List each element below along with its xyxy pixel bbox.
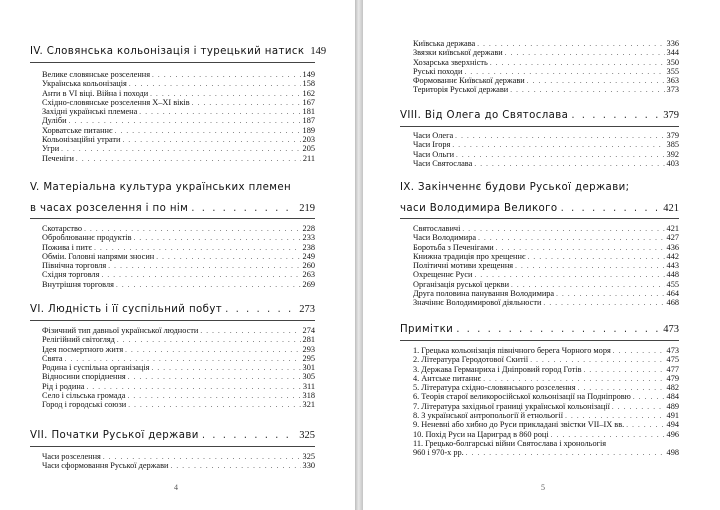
entries-vi <box>42 326 315 410</box>
toc-entry[interactable] <box>42 461 315 470</box>
entry-page: 455 <box>666 279 679 289</box>
dot-leader <box>561 203 661 214</box>
entry-page: 238 <box>302 242 315 252</box>
toc-entry[interactable] <box>413 48 679 57</box>
toc-entry[interactable] <box>42 270 315 279</box>
dot-leader <box>128 401 300 410</box>
entry-page: 373 <box>666 85 679 95</box>
toc-entry[interactable] <box>413 448 679 457</box>
toc-entry[interactable] <box>413 150 679 159</box>
chapter-page: 149 <box>310 46 327 57</box>
page-number: 4 <box>174 483 178 492</box>
entry-title: Часи Олега <box>413 131 454 140</box>
entry-page: 482 <box>666 383 679 393</box>
heading-rule <box>30 446 315 447</box>
entry-title: Часи Ігоря <box>413 140 451 150</box>
toc-entry[interactable] <box>42 326 315 335</box>
dot-leader <box>129 80 301 89</box>
toc-entry[interactable] <box>42 280 315 289</box>
entry-page: 464 <box>666 289 679 299</box>
toc-entry[interactable] <box>42 89 315 98</box>
entries-notes <box>413 346 679 458</box>
entry-title: Оброблюваннє продуктів <box>42 233 132 243</box>
chapter-heading-ix-line2[interactable] <box>400 203 679 214</box>
entry-page: 263 <box>302 270 315 280</box>
entry-page: 233 <box>302 233 315 243</box>
toc-entry[interactable] <box>42 400 315 409</box>
entry-title: Часи Ольги <box>413 149 455 159</box>
entry-page: 498 <box>666 448 679 458</box>
dot-leader <box>452 141 664 150</box>
entry-title: 7. Література західньої границі української кольонізації <box>413 401 610 411</box>
heading-rule <box>400 218 679 219</box>
entry-page: 318 <box>302 391 315 401</box>
toc-entry[interactable] <box>413 280 679 289</box>
entry-title: 8. З української антропольогії й етнольогії <box>413 411 564 421</box>
toc-entry[interactable] <box>42 144 315 153</box>
entry-title: 6. Теорія старої великоросійської кольонізації на Подніпровю <box>413 392 631 402</box>
entry-page: 330 <box>302 461 315 471</box>
entry-title: Родина і суспільна організація <box>42 363 150 373</box>
dot-leader <box>510 86 664 95</box>
dot-leader <box>108 262 300 271</box>
toc-entry[interactable] <box>413 289 679 298</box>
entry-page: 301 <box>302 363 315 373</box>
dot-leader <box>202 430 296 441</box>
entry-title: Боротьба з Печенігами <box>413 242 494 252</box>
dot-leader <box>128 373 301 382</box>
toc-entry[interactable] <box>413 39 679 48</box>
entry-page: 167 <box>302 97 315 107</box>
entry-page: 249 <box>302 251 315 261</box>
dot-leader <box>584 366 665 375</box>
toc-entry[interactable] <box>413 392 679 401</box>
toc-entry[interactable] <box>413 374 679 383</box>
entry-page: 189 <box>302 125 315 135</box>
entry-page: 205 <box>302 144 315 154</box>
entry-page: 442 <box>666 251 679 261</box>
chapter-title: VI. Людність і її суспільний побут <box>30 304 223 315</box>
dot-leader <box>556 290 664 299</box>
chapter-page: 273 <box>299 304 315 315</box>
toc-entry[interactable] <box>413 420 679 429</box>
book-gutter <box>355 0 363 510</box>
entry-page: 491 <box>666 411 679 421</box>
dot-leader <box>116 281 301 290</box>
entry-title: Східня торговля <box>42 270 100 280</box>
dot-leader <box>456 324 660 335</box>
entry-page: 363 <box>666 76 679 86</box>
entry-title: Звязки київської держави <box>413 48 503 58</box>
entry-title: Велике словянське розселення <box>42 70 151 79</box>
toc-entry[interactable] <box>413 298 679 307</box>
toc-entry[interactable] <box>42 452 315 461</box>
entry-title: Рід і родина <box>42 381 85 391</box>
chapter-heading-v[interactable] <box>30 182 315 193</box>
dot-leader <box>117 336 301 345</box>
entry-page: 325 <box>302 452 315 461</box>
chapter-heading-vi[interactable] <box>30 304 315 315</box>
dot-leader <box>466 449 665 458</box>
toc-entry[interactable] <box>42 233 315 242</box>
dot-leader <box>200 327 300 336</box>
entry-page: 436 <box>666 242 679 252</box>
entry-page: 477 <box>666 364 679 374</box>
entry-page: 475 <box>666 355 679 365</box>
entry-page: 421 <box>666 224 679 233</box>
entry-title: Організація руської церкви <box>413 279 510 289</box>
entries-v <box>42 224 315 289</box>
entry-title: 960 і 970-х рр. <box>413 448 464 458</box>
toc-entry[interactable] <box>413 159 679 168</box>
toc-entry[interactable] <box>413 355 679 364</box>
entry-page: 355 <box>666 66 679 76</box>
dot-leader <box>455 132 664 141</box>
entry-title: Часи розселення <box>42 452 101 461</box>
toc-entry[interactable] <box>42 98 315 107</box>
entry-page: 484 <box>666 392 679 402</box>
entry-title: Село і сільська громада <box>42 391 126 401</box>
entries-vii <box>42 452 315 471</box>
left-page <box>0 0 355 510</box>
entry-page: 473 <box>666 346 679 355</box>
toc-entry[interactable] <box>42 252 315 261</box>
dot-leader <box>76 155 301 164</box>
entries-ix <box>413 224 679 308</box>
entry-title: Город і городські союзи <box>42 400 127 410</box>
dot-leader <box>490 59 665 68</box>
entry-page: 187 <box>302 116 315 126</box>
entry-page: 427 <box>666 233 679 243</box>
chapter-title: Примітки <box>400 324 454 335</box>
toc-entry[interactable] <box>42 224 315 233</box>
entry-title: Друга половина панування Володимира <box>413 289 555 299</box>
entry-page: 443 <box>666 261 679 271</box>
toc-entry[interactable] <box>42 372 315 381</box>
toc-entry[interactable] <box>42 154 315 163</box>
entry-page: 260 <box>302 261 315 271</box>
entry-title: 1. Грецька кольонізація північного берега Чорного моря <box>413 346 611 355</box>
entry-title: 9. Неневні або хибно до Руси прикладані звістки VII–IX вв. <box>413 420 625 430</box>
page-number: 5 <box>541 483 545 492</box>
entry-page: 281 <box>302 335 315 345</box>
toc-entry[interactable] <box>413 233 679 242</box>
entry-page: 403 <box>666 158 679 168</box>
chapter-title-line2: в часах розселення і по нім <box>30 203 189 214</box>
chapter-heading-iv[interactable] <box>30 46 327 57</box>
dot-leader <box>633 393 665 402</box>
chapter-page: 325 <box>299 430 315 441</box>
entry-page: 305 <box>302 372 315 382</box>
entry-page: 344 <box>666 48 679 58</box>
entry-title: 11. Грецько-болгарські війни Святослава і хронольогія <box>413 438 607 448</box>
right-page <box>363 0 720 510</box>
entry-page: 379 <box>666 131 679 140</box>
dot-leader <box>527 77 665 86</box>
chapter-heading-notes[interactable] <box>400 324 679 335</box>
entry-page: 311 <box>302 381 315 391</box>
entry-title: Часи Володимира <box>413 233 477 243</box>
dot-leader <box>462 225 664 234</box>
dot-leader <box>192 99 301 108</box>
chapter-page: 219 <box>299 203 315 214</box>
toc-entry[interactable] <box>413 224 679 233</box>
toc-entry[interactable] <box>42 354 315 363</box>
dot-leader <box>225 304 296 315</box>
toc-entry[interactable] <box>413 365 679 374</box>
toc-entry[interactable] <box>413 67 679 76</box>
chapter-title: IX. Закінченнє будови Руської держави; <box>400 182 630 193</box>
dot-leader <box>478 234 664 243</box>
entry-title: Українська кольонізація <box>42 79 127 89</box>
entry-title: Книжна традиція про хрещеннє <box>413 251 526 261</box>
entry-page: 295 <box>302 353 315 363</box>
entries-vii-continued <box>413 39 679 95</box>
entry-page: 274 <box>302 326 315 335</box>
entry-page: 468 <box>666 298 679 308</box>
entry-page: 350 <box>666 57 679 67</box>
dot-leader <box>543 299 664 308</box>
heading-rule <box>400 126 679 127</box>
entry-page: 162 <box>302 88 315 98</box>
toc-entry[interactable] <box>42 345 315 354</box>
entry-title: Релігійний світогляд <box>42 335 115 345</box>
entry-title: Часи сформовання Руської держави <box>42 461 169 471</box>
entry-title: Обміи. Головні напрями зносин <box>42 251 155 261</box>
entry-title: Часи Святослава <box>413 158 473 168</box>
dot-leader <box>156 253 300 262</box>
toc-entry[interactable] <box>42 261 315 270</box>
entry-title: Формованнє Київської держави <box>413 76 525 86</box>
dot-leader <box>613 347 665 356</box>
toc-entry[interactable] <box>413 383 679 392</box>
entry-title: Скотарство <box>42 224 83 233</box>
toc-entry[interactable] <box>413 261 679 270</box>
dot-leader <box>123 136 301 145</box>
dot-leader <box>125 346 300 355</box>
chapter-heading-viii[interactable] <box>400 110 679 121</box>
toc-entry[interactable] <box>42 79 315 88</box>
toc-entry[interactable] <box>413 430 679 439</box>
toc-entry[interactable] <box>413 346 679 355</box>
entry-page: 181 <box>302 107 315 117</box>
toc-entry[interactable] <box>42 107 315 116</box>
entry-page: 494 <box>666 420 679 430</box>
toc-entry[interactable] <box>413 58 679 67</box>
entry-title: Печеніги <box>42 153 74 163</box>
toc-entry[interactable] <box>42 126 315 135</box>
entry-page: 293 <box>302 344 315 354</box>
entry-page: 149 <box>302 70 315 79</box>
dot-leader <box>191 203 296 214</box>
dot-leader <box>61 145 300 154</box>
toc-entry[interactable] <box>413 439 679 448</box>
toc-entry[interactable] <box>42 70 315 79</box>
entry-page: 448 <box>666 270 679 280</box>
dot-leader <box>127 392 300 401</box>
entry-page: 228 <box>302 224 315 233</box>
entry-title: Західні українські племена <box>42 107 138 117</box>
entry-title: Внутрішня торговля <box>42 279 114 289</box>
toc-entry[interactable] <box>413 270 679 279</box>
dot-leader <box>151 364 300 373</box>
toc-entry[interactable] <box>413 76 679 85</box>
dot-leader <box>139 108 300 117</box>
entry-title: Північна торговля <box>42 261 107 271</box>
entry-title: Руські походи <box>413 66 463 76</box>
chapter-page: 379 <box>663 110 679 121</box>
entry-title: Охрещеннє Руси <box>413 270 473 280</box>
entry-title: 10. Похід Руси на Цариград в 860 році <box>413 429 549 439</box>
entries-iv <box>42 70 315 163</box>
entry-title: Фізичний тип давньої української людности <box>42 326 199 335</box>
dot-leader <box>612 403 665 412</box>
chapter-title-line2: часи Володимира Великого <box>400 203 558 214</box>
entries-viii <box>413 131 679 168</box>
toc-entry[interactable] <box>42 243 315 252</box>
entry-title: 4. Антське питаннє <box>413 373 482 383</box>
toc-entry[interactable] <box>413 131 679 140</box>
dot-leader <box>528 253 665 262</box>
chapter-heading-ix[interactable] <box>400 182 679 193</box>
toc-entry[interactable] <box>413 140 679 149</box>
toc-entry[interactable] <box>413 252 679 261</box>
entry-title: Дуліби <box>42 116 67 126</box>
entry-title: Відносини споріднення <box>42 372 126 382</box>
entry-page: 321 <box>302 400 315 410</box>
dot-leader <box>477 40 664 49</box>
toc-entry[interactable] <box>42 382 315 391</box>
toc-entry[interactable] <box>42 135 315 144</box>
dot-leader <box>152 71 301 80</box>
entry-title: Ідея посмертного житя <box>42 344 124 354</box>
dot-leader <box>626 421 664 430</box>
toc-entry[interactable] <box>42 391 315 400</box>
entry-title: Святославичі <box>413 224 461 233</box>
toc-entry[interactable] <box>413 243 679 252</box>
dot-leader <box>505 49 665 58</box>
chapter-title: VIII. Від Олега до Святослава <box>400 110 569 121</box>
entry-title: Хозарська зверхність <box>413 57 488 67</box>
heading-rule <box>400 340 679 341</box>
entry-page: 203 <box>302 135 315 145</box>
entry-title: 3. Держава Германриха і Дніпровий город Готів <box>413 364 582 374</box>
entry-title: Значіннє Володимирової діяльности <box>413 298 542 308</box>
dot-leader <box>456 151 665 160</box>
entry-page: 479 <box>666 373 679 383</box>
heading-rule <box>30 320 315 321</box>
chapter-title: IV. Словянська кольонізація і турецький натиск <box>30 46 305 57</box>
entry-title: Хорватське питаннє <box>42 125 113 135</box>
chapter-heading-vii[interactable] <box>30 430 315 441</box>
entry-page: 269 <box>302 279 315 289</box>
chapter-heading-v-line2[interactable] <box>30 203 315 214</box>
entry-page: 496 <box>666 429 679 439</box>
entry-page: 336 <box>666 39 679 48</box>
toc-entry[interactable] <box>42 335 315 344</box>
toc-entry[interactable] <box>413 85 679 94</box>
dot-leader <box>474 160 664 169</box>
chapter-page: 473 <box>663 324 679 335</box>
dot-leader <box>515 262 664 271</box>
toc-entry[interactable] <box>413 411 679 420</box>
entry-title: Політичні мотиви хрещення <box>413 261 514 271</box>
entry-title: Свята <box>42 353 63 363</box>
dot-leader <box>115 127 301 136</box>
dot-leader <box>170 462 300 471</box>
entry-title: Територія Руської держави <box>413 85 509 95</box>
chapter-title: V. Матеріальна культура українських племен <box>30 182 292 193</box>
toc-entry[interactable] <box>42 363 315 372</box>
toc-entry[interactable] <box>42 116 315 125</box>
dot-leader <box>571 110 660 121</box>
entry-title: Східно-словянське розселення X–XI віків <box>42 97 190 107</box>
entry-page: 392 <box>666 149 679 159</box>
entry-title: Анти в VI віці. Війна і походи <box>42 88 149 98</box>
entry-title: 5. Література східно-словянського розселення <box>413 383 576 393</box>
heading-rule <box>30 62 315 63</box>
dot-leader <box>101 271 300 280</box>
entry-page: 158 <box>302 79 315 89</box>
entry-title: Київська держава <box>413 39 476 48</box>
toc-entry[interactable] <box>413 402 679 411</box>
entry-title: 2. Література Геродотової Скитії <box>413 355 529 365</box>
entry-title: Пожива і питє <box>42 242 93 252</box>
entry-title: Угри <box>42 144 60 154</box>
entry-title: Кольонізаційні утрати <box>42 135 121 145</box>
entry-page: 211 <box>302 153 315 163</box>
entry-page: 385 <box>666 140 679 150</box>
chapter-page: 421 <box>663 203 679 214</box>
heading-rule <box>30 218 315 219</box>
chapter-title: VII. Початки Руської держави <box>30 430 199 441</box>
dot-leader <box>134 234 301 243</box>
entry-page: 489 <box>666 401 679 411</box>
